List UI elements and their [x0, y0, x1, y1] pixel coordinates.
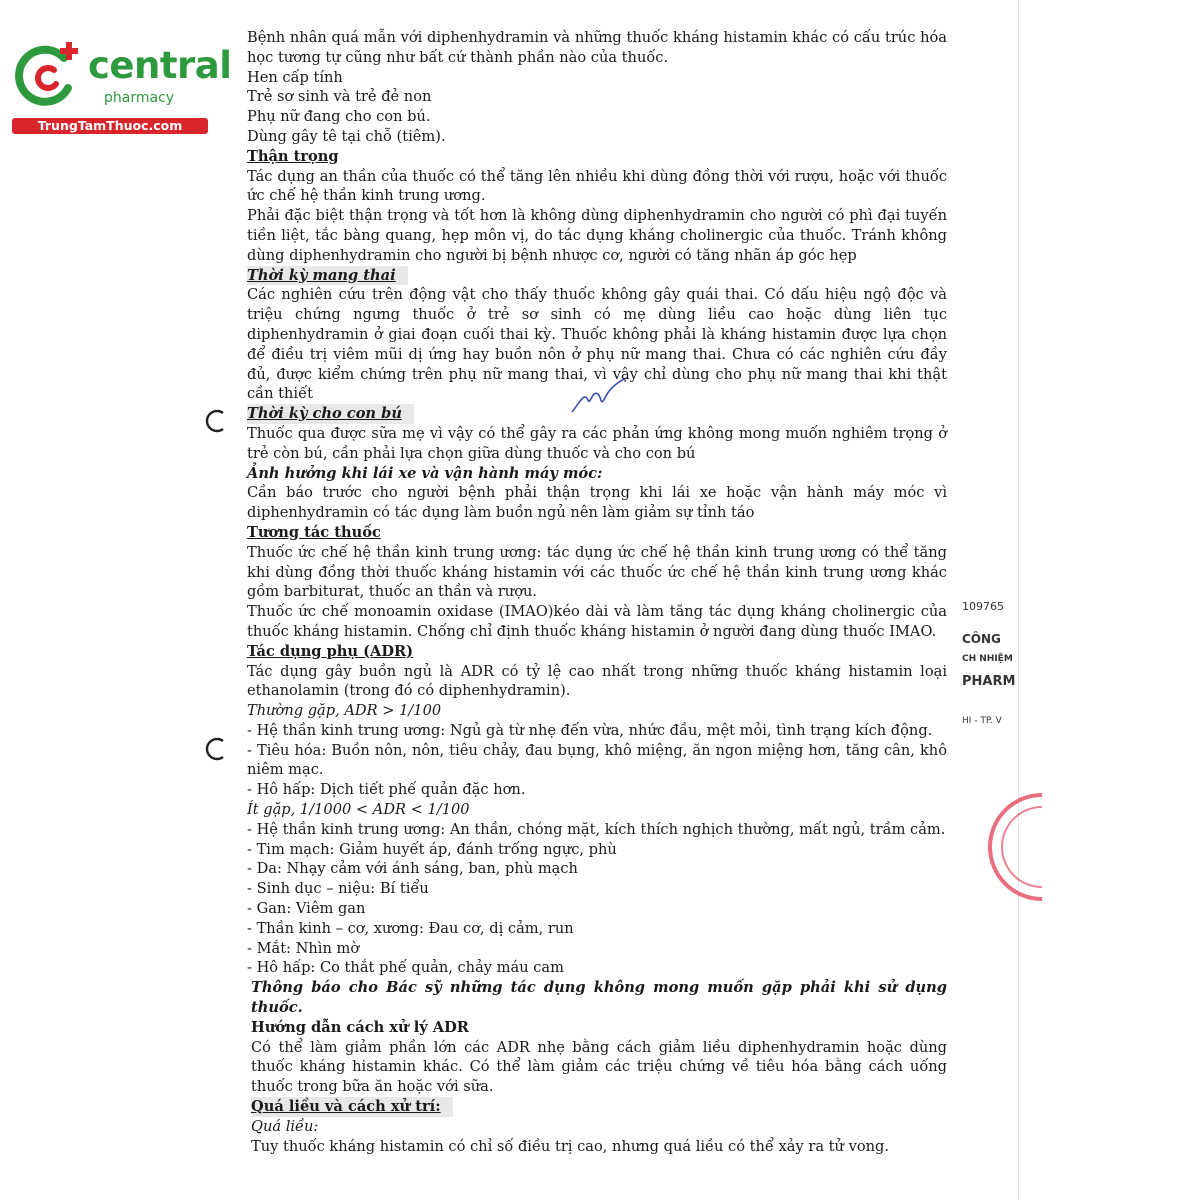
punch-hole-icon: [203, 408, 229, 434]
overdose-heading: Quá liều và cách xử trí:: [251, 1097, 453, 1117]
rare-item: - Tim mạch: Giảm huyết áp, đánh trống ngực, phù: [247, 840, 617, 858]
rare-item: - Thần kinh – cơ, xương: Đau cơ, dị cảm, run: [247, 919, 574, 937]
adr-intro: Tác dụng gây buồn ngủ là ADR có tỷ lệ cao nhất trong những thuốc kháng histamin loại ethanolamin (trong đó có diphenhydramin).: [247, 662, 947, 700]
page-edge: [1018, 0, 1019, 1200]
contra-item: Hen cấp tính: [247, 68, 343, 86]
rare-item: - Gan: Viêm gan: [247, 900, 366, 918]
common-item: - Tiêu hóa: Buồn nôn, nôn, tiêu chảy, đau bụng, khô miệng, ăn ngon miệng hơn, tăng cân, khô niêm mạc.: [247, 741, 947, 779]
central-pharmacy-logo: [12, 36, 232, 136]
caution-heading: Thận trọng: [247, 147, 339, 165]
driving-paragraph: Cần báo trước cho người bệnh phải thận trọng khi lái xe hoặc vận hành máy móc vì diphenhydramin có tác dụng làm buồn ngủ nên làm giảm sự tỉnh táo: [247, 484, 947, 522]
interactions-paragraph: Thuốc ức chế hệ thần kinh trung ương: tác dụng ức chế hệ thần kinh trung ương có thể tăng khi dùng đồng thời thuốc kháng histamin với các thuốc ức chế hệ thần kinh trung ương khác gồm barbiturat, thuốc an thần và rượu.: [247, 543, 947, 601]
punch-hole-icon: [203, 736, 229, 762]
contra-item: Dùng gây tê tại chỗ (tiêm).: [247, 127, 446, 145]
contra-item: Phụ nữ đang cho con bú.: [247, 108, 431, 126]
pregnancy-heading: Thời kỳ mang thai: [247, 266, 408, 286]
adr-guide-heading: Hướng dẫn cách xử lý ADR: [251, 1018, 469, 1036]
stamp-code: 109765: [962, 600, 1004, 613]
driving-heading: Ảnh hưởng khi lái xe và vận hành máy móc:: [247, 464, 603, 482]
contra-item: Trẻ sơ sinh và trẻ đẻ non: [247, 88, 432, 106]
common-item: - Hệ thần kinh trung ương: Ngủ gà từ nhẹ đến vừa, nhức đầu, mệt mỏi, tình trạng kích động.: [247, 721, 933, 739]
notify-doctor: Thông báo cho Bác sỹ những tác dụng không mong muốn gặp phải khi sử dụng thuốc.: [251, 979, 947, 1017]
adr-guide-paragraph: Có thể làm giảm phần lớn các ADR nhẹ bằng cách giảm liều diphenhydramin hoặc dùng thuốc kháng histamin khác. Có thể làm giảm các triệu chứng về tiêu hóa bằng cách uống thuốc trong bữa ăn hoặc với sữa.: [251, 1038, 947, 1096]
interactions-paragraph: Thuốc ức chế monoamin oxidase (IMAO)kéo dài và làm tăng tác dụng kháng cholinergic của thuốc kháng histamin. Chống chỉ định thuốc kháng histamin ở người đang dùng thuốc IMAO.: [247, 603, 947, 640]
logo-sub: pharmacy: [104, 90, 175, 106]
common-label: Thường gặp, ADR > 1/100: [247, 702, 442, 720]
rare-item: - Sinh dục – niệu: Bí tiểu: [247, 880, 429, 898]
lactation-heading: Thời kỳ cho con bú: [247, 404, 414, 424]
document-body: [247, 28, 947, 1156]
logo-site: TrungTamThuoc.com: [12, 118, 208, 134]
lactation-paragraph: Thuốc qua được sữa mẹ vì vậy có thể gây ra các phản ứng không mong muốn nghiêm trọng ở trẻ còn bú, cần phải lựa chọn giữa dùng thuốc và cho con bú: [247, 424, 947, 462]
rare-label: Ít gặp, 1/1000 < ADR < 1/100: [247, 801, 470, 819]
overdose-sub: Quá liều:: [251, 1117, 319, 1135]
rare-item: - Hệ thần kinh trung ương: An thần, chóng mặt, kích thích nghịch thường, mất ngủ, trầm cảm.: [247, 820, 946, 838]
pregnancy-paragraph: Các nghiên cứu trên động vật cho thấy thuốc không gây quái thai. Có dấu hiệu ngộ độc và triệu chứng ngưng thuốc ở trẻ sơ sinh có mẹ dùng liều cao hoặc dùng liên tục diphenhydramin ở giai đoạn cuối thai kỳ. Thuốc không phải là kháng histamin được lựa chọn để điều trị viêm mũi dị ứng hay buồn nôn ở phụ nữ mang thai. Chưa có các nghiên cứu đầy đủ, được kiểm chứng trên phụ nữ mang thai, vì vậy chỉ dùng cho phụ nữ mang thai khi thật cần thiết: [247, 286, 947, 403]
caution-paragraph: Phải đặc biệt thận trọng và tốt hơn là không dùng diphenhydramin cho người có phì đại tuyến tiền liệt, tắc bàng quang, hẹp môn vị, do tác dụng kháng cholinergic của thuốc. Tránh không dùng diphenhydramin cho người bị bệnh nhược cơ, người có tăng nhãn áp góc hẹp: [247, 207, 947, 264]
rare-item: - Mắt: Nhìn mờ: [247, 939, 360, 957]
stamp-line-3: PHARM: [962, 674, 1016, 689]
red-seal-icon: [982, 772, 1042, 922]
caution-paragraph: Tác dụng an thần của thuốc có thể tăng lên nhiều khi dùng đồng thời với rượu, hoặc với thuốc ức chế hệ thần kinh trung ương.: [247, 167, 947, 205]
logo-mark-icon: [12, 40, 84, 112]
contra-intro: Bệnh nhân quá mẫn với diphenhydramin và những thuốc kháng histamin khác có cấu trúc hóa học tương tự cũng như bất cứ thành phần nào của thuốc.: [247, 29, 947, 66]
stamp-line-2: CH NHIỆM: [962, 654, 1013, 664]
rare-item: - Da: Nhạy cảm với ánh sáng, ban, phù mạch: [247, 860, 578, 878]
overdose-paragraph: Tuy thuốc kháng histamin có chỉ số điều trị cao, nhưng quá liều có thể xảy ra tử vong.: [251, 1137, 889, 1155]
common-item: - Hô hấp: Dịch tiết phế quản đặc hơn.: [247, 781, 526, 799]
logo-brand: central: [88, 44, 232, 87]
interactions-heading: Tương tác thuốc: [247, 523, 381, 541]
stamp-line-1: CÔNG: [962, 632, 1001, 646]
stamp-line-4: HI - TP. V: [962, 716, 1002, 726]
rare-item: - Hô hấp: Co thắt phế quản, chảy máu cam: [247, 959, 564, 977]
adr-heading: Tác dụng phụ (ADR): [247, 642, 414, 660]
